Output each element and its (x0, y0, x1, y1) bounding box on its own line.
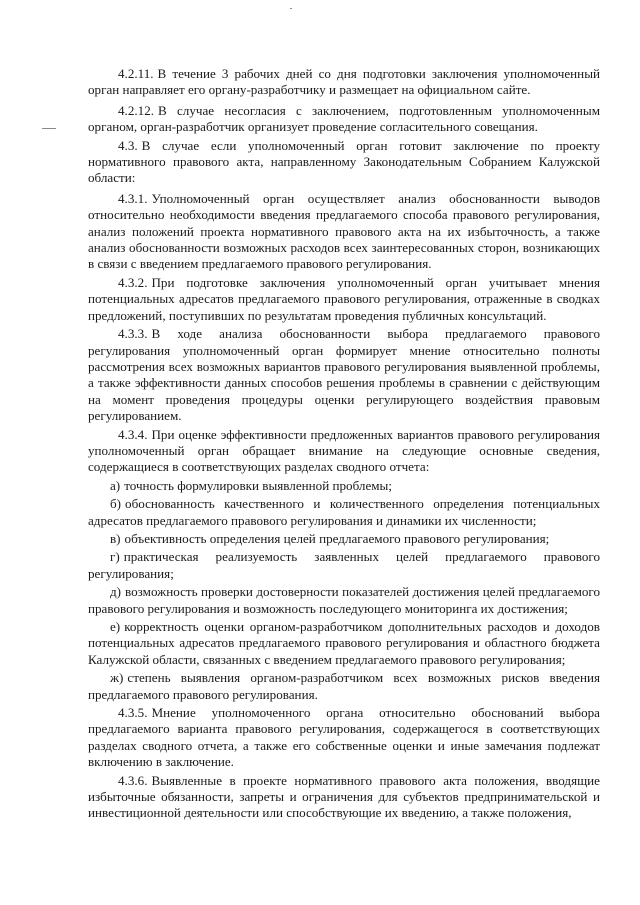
paragraph-text: Выявленные в проекте нормативного правового акта положения, вводящие избыточные обязанности, запреты и ограничения для субъектов предпринимательской и инвестиционной деятельности или способствующие их введению, а также положения, (88, 772, 600, 821)
paragraph-text: Уполномоченный орган осуществляет анализ обоснованности выводов относительно необходимости введения предлагаемого способа правового регулирования, анализ положений проекта нормативного правового акта на их избыточность, а также анализ обоснованности возможных расходов всех заинтересованных сторон, возникающих в связи с введением предлагаемого правового регулирования. (88, 190, 600, 272)
list-marker: ж) (110, 670, 124, 686)
paragraph-number: 4.3.5. (118, 705, 148, 721)
list-item-text: корректность оценки органом-разработчиком дополнительных расходов и доходов потенциальных адресатов предлагаемого правового регулирования и областного бюджета Калужской области, связанных с введением предлагаемого правового регулирования; (88, 619, 600, 667)
list-item-text: обоснованность качественного и количественного определения потенциальных адресатов предлагаемого правового регулирования и динамики их численности; (88, 496, 600, 528)
paragraph-number: 4.2.12. (118, 102, 155, 118)
list-item-g (88, 549, 600, 582)
paragraph-4-2-11 (88, 66, 600, 99)
paragraph-4-3-1 (88, 191, 600, 273)
list-item-text: практическая реализуемость заявленных целей предлагаемого правового регулирования; (88, 549, 600, 581)
paragraph-text: В ходе анализа обоснованности выбора предлагаемого правового регулирования уполномоченный орган формирует мнение относительно полноты рассмотрения всех возможных вариантов правового регулирования выявленной проблемы, а также эффективности данных способов решения проблемы в сравнении с действующим на момент проведения процедуры оценки регулирующего воздействия правовым регулированием. (88, 326, 600, 424)
paragraph-4-3-5 (88, 705, 600, 771)
list-marker: б) (110, 496, 122, 512)
paragraph-number: 4.3. (118, 137, 138, 153)
list-item-text: степень выявления органом-разработчиком всех возможных рисков введения предлагаемого правового регулирования. (88, 670, 600, 702)
paragraph-4-3-6 (88, 773, 600, 822)
list-item-text: точность формулировки выявленной проблемы; (124, 477, 392, 493)
paragraph-number: 4.3.4. (118, 426, 148, 442)
scan-speck (42, 128, 56, 129)
list-marker: е) (110, 619, 121, 634)
list-marker: а) (110, 477, 121, 493)
list-item-e (88, 619, 600, 668)
paragraph-number: 4.3.3. (118, 326, 148, 342)
paragraph-text: В течение 3 рабочих дней со дня подготовки заключения уполномоченный орган направляет его органу-разработчику и размещает на официальном сайте. (88, 66, 600, 98)
document-page (88, 66, 600, 824)
list-marker: д) (110, 584, 122, 600)
paragraph-4-3 (88, 138, 600, 187)
list-item-v (88, 531, 600, 547)
list-marker: в) (110, 530, 121, 546)
paragraph-4-3-3 (88, 326, 600, 424)
paragraph-4-2-12 (88, 103, 600, 136)
paragraph-text: При оценке эффективности предложенных вариантов правового регулирования уполномоченный орган обращает внимание на следующие основные сведения, содержащиеся в соответствующих разделах сводного отчета: (88, 426, 600, 475)
list-item-d (88, 584, 600, 617)
list-item-b (88, 496, 600, 529)
paragraph-number: 4.3.1. (118, 190, 148, 206)
scan-speck (290, 8, 292, 9)
paragraph-4-3-2 (88, 275, 600, 324)
paragraph-text: В случае несогласия с заключением, подготовленным уполномоченным органом, орган-разработчик организует проведение согласительного совещания. (88, 102, 600, 135)
paragraph-number: 4.3.2. (118, 274, 148, 290)
list-marker: г) (110, 549, 120, 565)
paragraph-number: 4.3.6. (118, 772, 148, 788)
list-item-a (88, 478, 600, 494)
list-item-zh (88, 670, 600, 703)
list-item-text: объективность определения целей предлагаемого правового регулирования; (124, 530, 550, 546)
paragraph-4-3-4 (88, 427, 600, 476)
paragraph-text: При подготовке заключения уполномоченный орган учитывает мнения потенциальных адресатов предлагаемого правового регулирования, отраженные в сводках предложений, поступивших по результатам проведения публичных консультаций. (88, 274, 600, 323)
paragraph-text: В случае если уполномоченный орган готовит заключение по проекту нормативного правового акта, направленному Законодательным Собранием Калужской области: (88, 137, 600, 186)
list-item-text: возможность проверки достоверности показателей достижения целей предлагаемого правового регулирования и возможность последующего мониторинга их достижения; (88, 584, 600, 616)
paragraph-number: 4.2.11. (118, 66, 154, 81)
paragraph-text: Мнение уполномоченного органа относительно обоснований выбора предлагаемого варианта правового регулирования, содержащегося в соответствующих разделах сводного отчета, а также его собственные оценки и иные замечания подлежат включению в заключение. (88, 705, 600, 770)
